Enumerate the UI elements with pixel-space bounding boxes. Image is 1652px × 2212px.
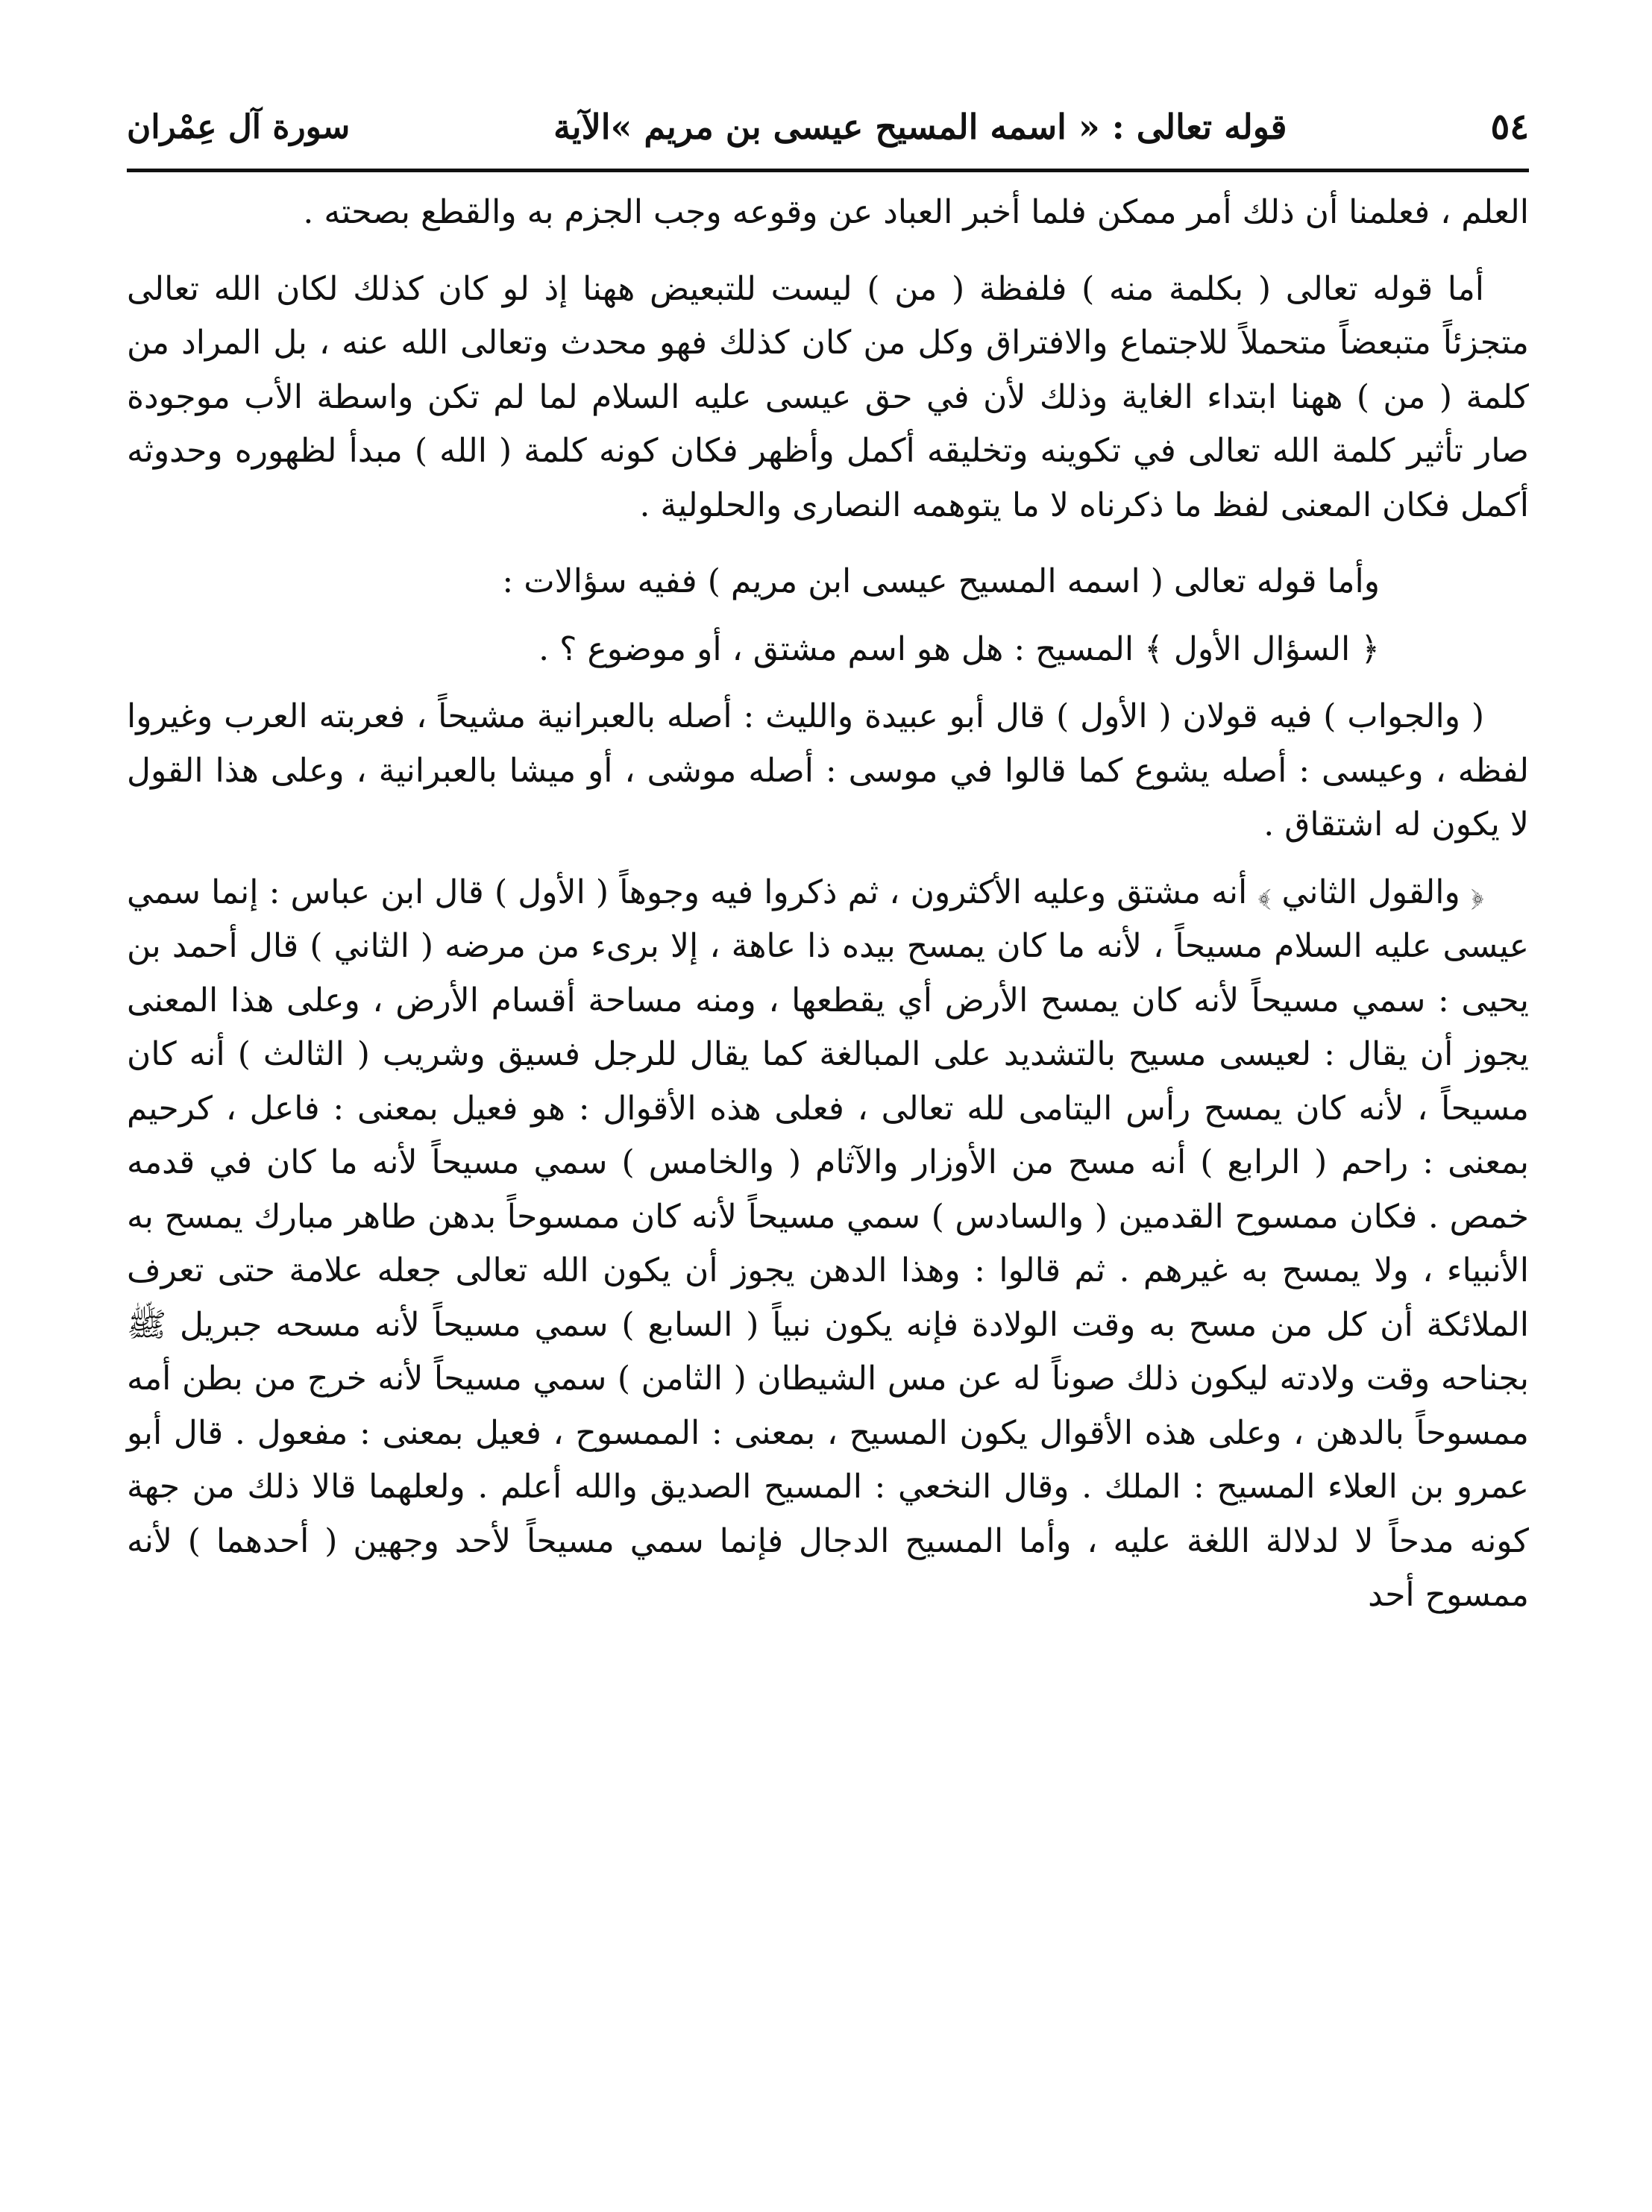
running-title: قوله تعالى : « اسمه المسيح عيسى بن مريم »الآية (553, 107, 1287, 147)
paragraph-questions-intro: وأما قوله تعالى ( اسمه المسيح عيسى ابن مريم ) ففيه سؤالات : (502, 562, 1380, 600)
paragraph-continuation: العلم ، فعلمنا أن ذلك أمر ممكن فلما أخبر العباد عن وقوعه وجب الجزم به والقطع بصحته . (303, 193, 1529, 231)
book-page (127, 89, 1529, 2163)
paragraph-answer-first-view: ( والجواب ) فيه قولان ( الأول ) قال أبو عبيدة والليث : أصله بالعبرانية مشيحاً ، فعربته العرب وغيروا لفظه ، وعيسى : أصله يشوع كما قالوا في موسى : أصله موشى ، أو ميشا بالعبرانية ، وعلى هذا القول لا يكون له اشتقاق . (127, 697, 1529, 843)
page-number: ٥٤ (1490, 106, 1529, 148)
paragraph-word-from: أما قوله تعالى ( بكلمة منه ) فلفظة ( من ) ليست للتبعيض ههنا إذ لو كان كذلك لكان الله تعالى متجزئاً متبعضاً متحملاً للاجتماع والافتراق وكل من كان كذلك فهو محدث وتعالى الله عنه ، بل المراد من كلمة ( من ) ههنا ابتداء الغاية وذلك لأن في حق عيسى عليه السلام لما لم تكن واسطة الأب موجودة صار تأثير كلمة الله تعالى في تكوينه وتخليقه أكمل وأظهر فكان كونه كلمة ( الله ) مبدأ لظهوره وحدوثه أكمل فكان المعنى لفظ ما ذكرناه لا ما يتوهمه النصارى والحلولية . (127, 269, 1529, 524)
header-rule (127, 169, 1529, 172)
surah-name: سورة آل عِمْران (127, 107, 351, 146)
body-text (127, 186, 1529, 1623)
paragraph-first-question: ﴿ السؤال الأول ﴾ المسيح : هل هو اسم مشتق ، أو موضوع ؟ . (538, 629, 1380, 668)
paragraph-second-view: ﴿ والقول الثاني ﴾ أنه مشتق وعليه الأكثرون ، ثم ذكروا فيه وجوهاً ( الأول ) قال ابن عباس : إنما سمي عيسى عليه السلام مسيحاً ، لأنه ما كان يمسح بيده ذا عاهة ، إلا برىء من مرضه ( الثاني ) قال أحمد بن يحيى : سمي مسيحاً لأنه كان يمسح الأرض أي يقطعها ، ومنه مساحة أقسام الأرض ، وعلى هذا المعنى يجوز أن يقال : لعيسى مسيح بالتشديد على المبالغة كما يقال للرجل فسيق وشريب ( الثالث ) أنه كان مسيحاً ، لأنه كان يمسح رأس اليتامى لله تعالى ، فعلى هذه الأقوال : هو فعيل بمعنى : فاعل ، كرحيم بمعنى : راحم ( الرابع ) أنه مسح من الأوزار والآثام ( والخامس ) سمي مسيحاً لأنه ما كان في قدمه خمص . فكان ممسوح القدمين ( والسادس ) سمي مسيحاً لأنه كان ممسوحاً بدهن طاهر مبارك يمسح به الأنبياء ، ولا يمسح به غيرهم . ثم قالوا : وهذا الدهن يجوز أن يكون الله تعالى جعله علامة حتى تعرف الملائكة أن كل من مسح به وقت الولادة فإنه يكون نبياً ( السابع ) سمي مسيحاً لأنه مسحه جبريل ﷺ بجناحه وقت ولادته ليكون ذلك صوناً له عن مس الشيطان ( الثامن ) سمي مسيحاً لأنه خرج من بطن أمه ممسوحاً بالدهن ، وعلى هذه الأقوال يكون المسيح ، بمعنى : الممسوح ، فعيل بمعنى : مفعول . قال أبو عمرو بن العلاء المسيح : الملك . وقال النخعي : المسيح الصديق والله أعلم . ولعلهما قالا ذلك من جهة كونه مدحاً لا لدلالة اللغة عليه ، وأما المسيح الدجال فإنما سمي مسيحاً لأحد وجهين ( أحدهما ) لأنه ممسوح أحد (127, 873, 1529, 1614)
page-header (127, 89, 1529, 164)
